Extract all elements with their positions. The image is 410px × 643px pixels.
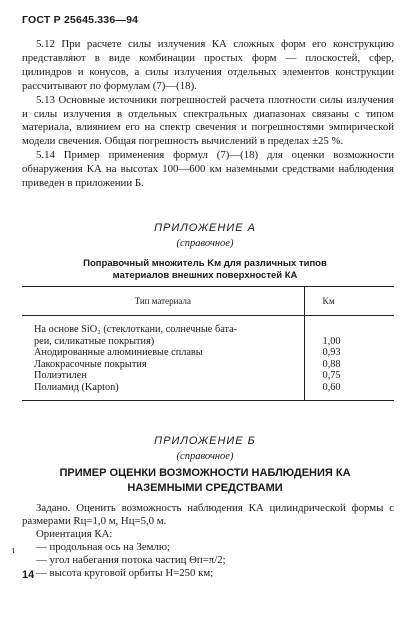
table-row [22, 359, 394, 371]
document-header: ГОСТ Р 25645.336—94 [22, 14, 139, 26]
table-cell-material: реи, силикатные покрытия) [22, 336, 304, 348]
correction-factor-table [22, 286, 394, 401]
table-cell-material: Полиамид (Kapton) [22, 382, 304, 400]
table-cell-value: 1,00 [322, 335, 341, 347]
table-cell-material: Анодированные алюминиевые сплавы [22, 347, 304, 359]
page-number: 14 [22, 569, 35, 581]
table-row [22, 347, 394, 359]
paragraph-5-13: 5.13 Основные источники погрешностей расчета плотности силы излучения и силы излучения в отдельных спектральных диапазонах связаны с типом материала, влиянием его на спектр свечения и погрешностями эмпирической модели свечения. Общая погрешность вычислений в пределах ±25 %. [22, 93, 394, 148]
table-cell-material: На основе SiO₂ (стеклоткани, солнечные бата- [22, 324, 304, 336]
margin-mark: ι [12, 545, 15, 556]
appendix-b-title: ПРИЛОЖЕНИЕ Б [154, 435, 256, 447]
table-cell-value: 0,60 [304, 382, 394, 400]
table-row [22, 382, 394, 400]
example-item-angle: — угол набегания потока частиц Θп=π/2; [36, 554, 226, 566]
example-orientation-label: Ориентация КА: [36, 528, 113, 540]
table-cell-material: Лакокрасочные покрытия [22, 359, 304, 371]
appendix-b-heading-line2: НАЗЕМНЫМИ СРЕДСТВАМИ [127, 482, 283, 494]
table-cell-value [304, 324, 394, 336]
table-cell-value: 0,75 [322, 370, 341, 382]
table-cell-value: 0,88 [322, 358, 341, 370]
example-item-altitude: — высота круговой орбиты H=250 км; [36, 567, 214, 579]
table-header-row [22, 287, 394, 316]
paragraph-5-12: 5.12 При расчете силы излучения КА сложных форм его конструкцию представляют в виде комбинации простых форм — плоскостей, сфер, цилиндров и конусов, а силы излучения отдельных элементов конструкции рассчитывают по формулам (7)—(18). [22, 38, 394, 92]
table-caption-line2: материалов внешних поверхностей КА [112, 270, 298, 281]
example-given: Задано. Оценить возможность наблюдения КА цилиндрической формы с размерами Rц=1,0 м, Hц=5,0 м. [22, 502, 394, 527]
table-row [22, 370, 394, 382]
appendix-a-subtitle: (справочное) [176, 238, 234, 249]
appendix-b-heading-line1: ПРИМЕР ОЦЕНКИ ВОЗМОЖНОСТИ НАБЛЮДЕНИЯ КА [59, 467, 351, 479]
table-header-km: Kм [304, 287, 394, 316]
appendix-b-subtitle: (справочное) [176, 451, 234, 462]
table-header-material: Тип материала [22, 287, 304, 316]
table-caption-line1: Поправочный множитель Kм для различных типов [83, 258, 327, 269]
section-paragraphs [22, 38, 394, 191]
example-text [22, 502, 394, 580]
appendix-a-title: ПРИЛОЖЕНИЕ А [154, 222, 256, 234]
example-item-axis: — продольная ось на Землю; [36, 541, 170, 553]
table-cell-material: Полиэтилен [22, 370, 304, 382]
table-row [22, 324, 394, 336]
table-row [22, 336, 394, 348]
table-cell-value: 0,93 [322, 347, 341, 359]
paragraph-5-14: 5.14 Пример применения формул (7)—(18) для оценки возможности обнаружения КА на высотах 100—600 км наземными средствами наблюдения приведен в приложении Б. [22, 149, 394, 190]
